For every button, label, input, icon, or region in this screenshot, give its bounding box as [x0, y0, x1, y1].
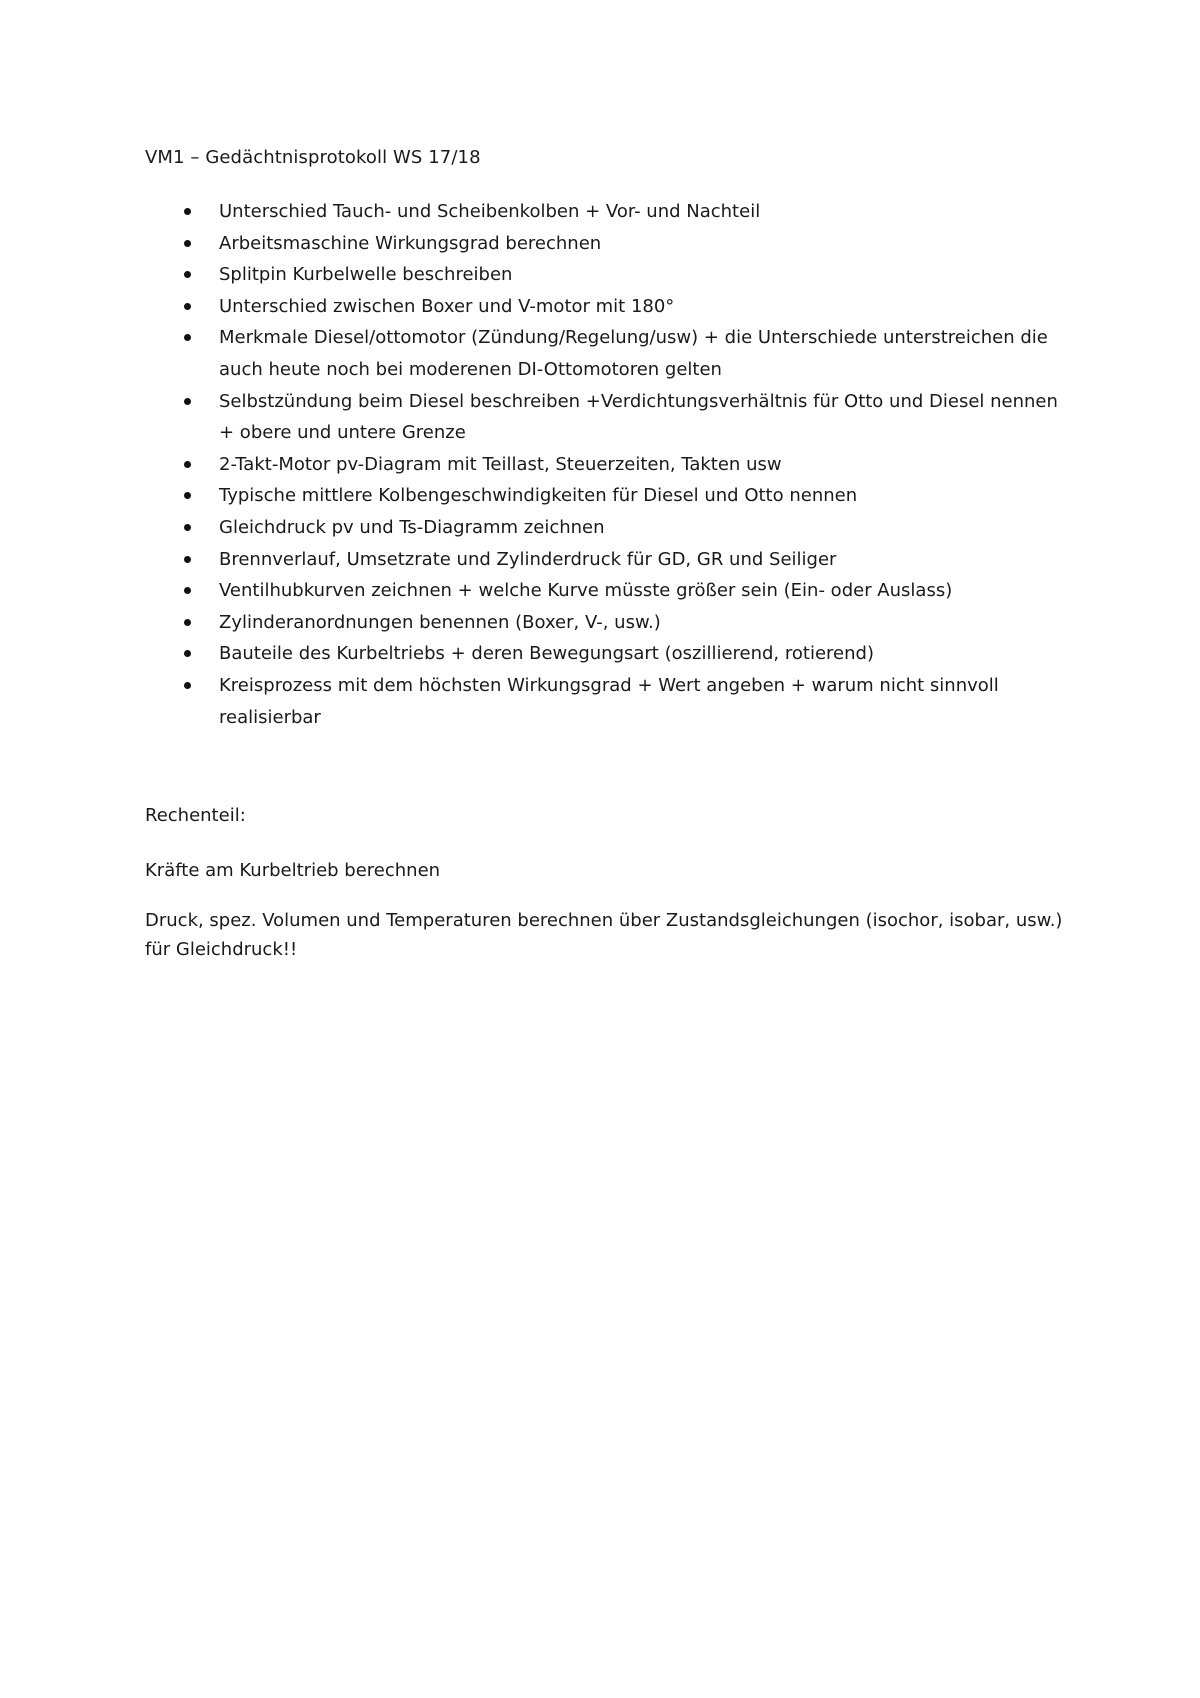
- bullet-icon: [184, 492, 191, 499]
- calc-item: Druck, spez. Volumen und Temperaturen berechnen über Zustandsgleichungen (isochor, isobar, usw.) für Gleichdruck!!: [145, 910, 1063, 960]
- list-item-text: Splitpin Kurbelwelle beschreiben: [219, 264, 513, 286]
- list-item-text: Bauteile des Kurbeltriebs + deren Bewegungsart (oszillierend, rotierend): [219, 643, 874, 665]
- list-item-text: Gleichdruck pv und Ts-Diagramm zeichnen: [219, 516, 605, 538]
- list-item: [145, 259, 1065, 291]
- list-item-text: Merkmale Diesel/ottomotor (Zündung/Regelung/usw) + die Unterschiede unterstreichen die auch heute noch bei moderenen DI-Ottomotoren gelten: [219, 327, 1048, 380]
- list-item: [145, 575, 1065, 607]
- list-item: [145, 228, 1065, 260]
- bullet-icon: [184, 682, 191, 689]
- list-item-text: Unterschied zwischen Boxer und V-motor mit 180°: [219, 295, 675, 317]
- list-item: [145, 480, 1065, 512]
- list-item-text: Typische mittlere Kolbengeschwindigkeiten für Diesel und Otto nennen: [219, 485, 858, 507]
- list-item: [145, 196, 1065, 228]
- question-list: [145, 196, 1065, 733]
- list-item-text: Arbeitsmaschine Wirkungsgrad berechnen: [219, 232, 602, 254]
- list-item: [145, 449, 1065, 481]
- bullet-icon: [184, 587, 191, 594]
- document-title: VM1 – Gedächtnisprotokoll WS 17/18: [145, 147, 481, 168]
- bullet-icon: [184, 619, 191, 626]
- list-item: [145, 544, 1065, 576]
- bullet-icon: [184, 334, 191, 341]
- list-item: [145, 291, 1065, 323]
- list-item-text: Ventilhubkurven zeichnen + welche Kurve müsste größer sein (Ein- oder Auslass): [219, 580, 953, 602]
- bullet-icon: [184, 556, 191, 563]
- bullet-icon: [184, 461, 191, 468]
- list-item-text: Selbstzündung beim Diesel beschreiben +Verdichtungsverhältnis für Otto und Diesel nennen + obere und untere Grenze: [219, 390, 1058, 444]
- list-item: [145, 670, 1065, 733]
- list-item: [145, 638, 1065, 670]
- bullet-icon: [184, 650, 191, 657]
- list-item-text: Brennverlauf, Umsetzrate und Zylinderdruck für GD, GR und Seiliger: [219, 548, 837, 570]
- bullet-icon: [184, 303, 191, 310]
- bullet-icon: [184, 271, 191, 278]
- calc-item: Kräfte am Kurbeltrieb berechnen: [145, 860, 441, 881]
- list-item: [145, 607, 1065, 639]
- bullet-icon: [184, 208, 191, 215]
- bullet-icon: [184, 398, 191, 405]
- calc-section-heading: Rechenteil:: [145, 805, 246, 826]
- bullet-icon: [184, 240, 191, 247]
- list-item: [145, 512, 1065, 544]
- list-item-text: Unterschied Tauch- und Scheibenkolben + Vor- und Nachteil: [219, 201, 761, 222]
- bullet-icon: [184, 524, 191, 531]
- list-item: [145, 386, 1065, 449]
- list-item-text: 2-Takt-Motor pv-Diagram mit Teillast, Steuerzeiten, Takten usw: [219, 453, 782, 475]
- list-item-text: Zylinderanordnungen benennen (Boxer, V-, usw.): [219, 611, 661, 633]
- list-item-text: Kreisprozess mit dem höchsten Wirkungsgrad + Wert angeben + warum nicht sinnvoll realisierbar: [219, 674, 999, 728]
- list-item: [145, 322, 1065, 385]
